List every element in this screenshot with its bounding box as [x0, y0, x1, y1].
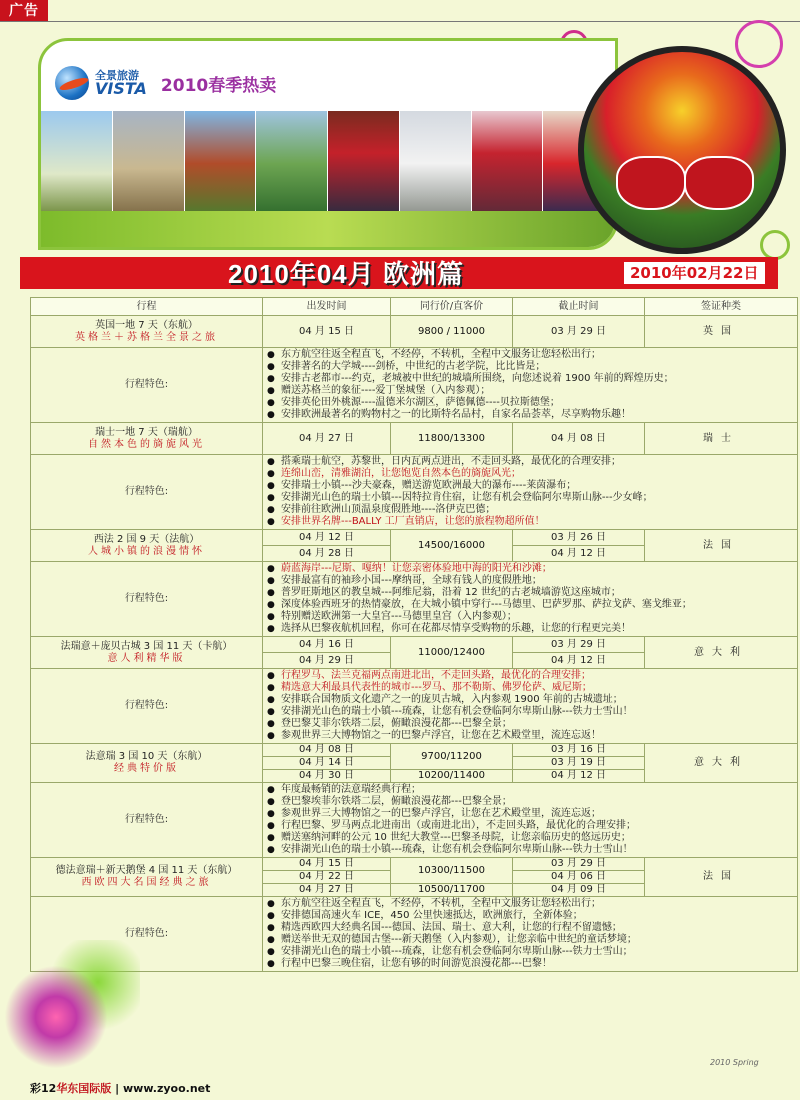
- statue-photo: [400, 111, 472, 216]
- feature-label: 行程特色:: [31, 562, 263, 637]
- feature-item: ● 参观世界三大博物馆之一的巴黎卢浮宫，让您在艺术殿堂里，流连忘返！: [267, 730, 793, 742]
- deadline-date: 04 月 12 日: [513, 770, 645, 783]
- logo-en-text: VISTA: [95, 78, 147, 98]
- visa-type: 意大利: [645, 637, 798, 669]
- price-cell: 10300/11500: [391, 858, 513, 884]
- departure-date: 04 月 27 日: [263, 884, 391, 897]
- royal-guard-photo: [328, 111, 400, 216]
- feature-label: 行程特色:: [31, 897, 263, 972]
- footer-site-link[interactable]: www.zyoo.net: [123, 1082, 211, 1095]
- feature-list-cell: [263, 783, 798, 858]
- tulip-clogs-photo: [578, 46, 786, 254]
- feature-item: ● 行程罗马、法兰克福两点南进北出，不走回头路，最优化的合理安排；: [267, 670, 793, 682]
- footer-brand: 华东国际版: [56, 1082, 112, 1095]
- price-cell: 10200/11400: [391, 770, 513, 783]
- deadline-date: 04 月 06 日: [513, 871, 645, 884]
- feature-item: ● 安排世界名牌---BALLY 工厂直销店，让您的旅程物超所值！: [267, 516, 793, 528]
- route-subtitle: 意人利精华版: [107, 652, 186, 664]
- brand-logo: [55, 53, 276, 113]
- feature-item: ● 安排湖光山色的瑞士小镇---因特拉肯住宿，让您有机会登临阿尔卑斯山脉---少女峰；: [267, 492, 793, 504]
- route-cell: [31, 637, 263, 669]
- feature-item: ● 安排联合国物质文化遗产之一的庞贝古城，入内参观 1900 年前的古城遗址；: [267, 694, 793, 706]
- feature-item: ● 安排湖光山色的瑞士小镇---琉森，让您有机会登临阿尔卑斯山脉---铁力士雪山！: [267, 844, 793, 856]
- feature-item: ● 蔚蓝海岸---尼斯、嘎纳！让您亲密体验地中海的阳光和沙滩；: [267, 563, 793, 575]
- route-name: 英国一地 7 天（东航）: [95, 319, 198, 331]
- departure-date: 04 月 15 日: [263, 858, 391, 871]
- feature-item: ● 登巴黎艾菲尔铁塔二层，俯瞰浪漫花都---巴黎全景；: [267, 718, 793, 730]
- price-cell: 10500/11700: [391, 884, 513, 897]
- deadline-date: 03 月 29 日: [513, 637, 645, 653]
- table-row: [31, 858, 798, 871]
- departure-date: 04 月 08 日: [263, 744, 391, 757]
- decorative-ring: [760, 230, 790, 260]
- feature-item: ● 行程巴黎、罗马两点北进南出（或南进北出），不走回头路，最优化的合理安排；: [267, 820, 793, 832]
- feature-label: 行程特色:: [31, 783, 263, 858]
- feature-item: ● 行程中巴黎三晚住宿，让您有够的时间游览浪漫花都---巴黎！: [267, 958, 793, 970]
- alpine-lake-photo: [256, 111, 328, 216]
- tulip-field-photo: [472, 111, 544, 216]
- price-cell: 9800 / 11000: [391, 316, 513, 348]
- departure-date: 04 月 16 日: [263, 637, 391, 653]
- feature-list-cell: [263, 669, 798, 744]
- feature-item: ● 深度体验西班牙的热情豪放，在大城小镇中穿行---马德里、巴萨罗那、萨拉戈萨、塞戈维亚；: [267, 599, 793, 611]
- feature-item: ● 安排最富有的袖珍小国---摩纳哥，全球有钱人的度假胜地；: [267, 575, 793, 587]
- page-title: 2010年04月 欧洲篇: [228, 259, 464, 289]
- page-footer: 彩12华东国际版 | www.zyoo.net: [30, 1082, 211, 1095]
- visa-type: 英国: [645, 316, 798, 348]
- route-subtitle: 英格兰＋苏格兰全景之旅: [75, 331, 218, 343]
- feature-item: ● 精选西欧四大经典名国---德国、法国、瑞士、意大利，让您的行程不留遗憾；: [267, 922, 793, 934]
- route-cell: [31, 744, 263, 783]
- route-cell: [31, 858, 263, 897]
- feature-row: [31, 348, 798, 423]
- departure-date: 04 月 27 日: [263, 423, 391, 455]
- visa-type: 法国: [645, 530, 798, 562]
- logo-cn-text: 全景旅游: [95, 68, 139, 82]
- route-subtitle: 自然本色的旖旎风光: [88, 438, 205, 450]
- feature-item: ● 安排前往欧洲山顶温泉度假胜地----洛伊克巴德；: [267, 504, 793, 516]
- departure-date: 04 月 28 日: [263, 546, 391, 562]
- clog-image: [616, 156, 686, 210]
- deadline-date: 04 月 12 日: [513, 653, 645, 669]
- departure-date: 04 月 29 日: [263, 653, 391, 669]
- feature-item: ● 安排湖光山色的瑞士小镇---琉森，让您有机会登临阿尔卑斯山脉---铁力士雪山！: [267, 706, 793, 718]
- feature-row: [31, 669, 798, 744]
- itinerary-table: [30, 297, 798, 972]
- departure-date: 04 月 22 日: [263, 871, 391, 884]
- feature-list-cell: [263, 348, 798, 423]
- header-route: 行程: [31, 298, 263, 316]
- table-row: [31, 423, 798, 455]
- feature-item: ● 赠送苏格兰的象征----爱丁堡城堡（入内参观）；: [267, 385, 793, 397]
- price-cell: 11000/12400: [391, 637, 513, 669]
- price-cell: 9700/11200: [391, 744, 513, 770]
- deadline-date: 04 月 08 日: [513, 423, 645, 455]
- deadline-date: 03 月 16 日: [513, 744, 645, 757]
- top-divider: [0, 21, 800, 22]
- feature-row: [31, 783, 798, 858]
- spring-mark: 2010 Spring: [710, 1058, 759, 1067]
- route-name: 法意瑞 3 国 10 天（东航）: [85, 751, 208, 762]
- header-visa: 签证种类: [645, 298, 798, 316]
- table-header-row: [31, 298, 798, 316]
- feature-item: ● 年度最畅销的法意瑞经典行程；: [267, 784, 793, 796]
- feature-list: [267, 456, 793, 528]
- feature-item: ● 连绵山峦，清雅湖泊，让您饱览自然本色的旖旎风光；: [267, 468, 793, 480]
- footer-prefix: 彩12: [30, 1082, 57, 1095]
- table-row: [31, 744, 798, 757]
- ad-tag: 广告: [0, 0, 48, 22]
- arc-de-triomphe-photo: [113, 111, 185, 216]
- table-row: [31, 316, 798, 348]
- feature-item: ● 普罗旺斯地区的教皇城---阿维尼翁，沿着 12 世纪的古老城墙游览这座城市；: [267, 587, 793, 599]
- deadline-date: 03 月 29 日: [513, 858, 645, 871]
- feature-list: [267, 784, 793, 856]
- price-cell: 11800/13300: [391, 423, 513, 455]
- deadline-date: 03 月 29 日: [513, 316, 645, 348]
- header-departure: 出发时间: [263, 298, 391, 316]
- feature-item: ● 赠送举世无双的德国古堡---新天鹅堡（入内参观），让您亲临中世纪的童话梦境；: [267, 934, 793, 946]
- feature-item: ● 东方航空往返全程直飞，不经停，不转机，全程中文服务让您轻松出行；: [267, 349, 793, 361]
- deadline-date: 03 月 26 日: [513, 530, 645, 546]
- feature-item: ● 安排著名的大学城----剑桥，中世纪的古老学院，比比皆是；: [267, 361, 793, 373]
- feature-item: ● 赠送塞纳河畔的公元 10 世纪大教堂---巴黎圣母院，让您亲临历史的悠远历史；: [267, 832, 793, 844]
- leaf-decoration: [41, 211, 615, 247]
- feature-item: ● 东方航空往返全程直飞，不经停，不转机，全程中文服务让您轻松出行；: [267, 898, 793, 910]
- feature-item: ● 选择从巴黎夜航机回程，你可在花都尽情享受购物的乐趣，让您的行程更完美！: [267, 623, 793, 635]
- feature-item: ● 安排英伦田外桃源----温德米尔湖区，萨德佩德----贝拉斯德堡；: [267, 397, 793, 409]
- deadline-date: 04 月 12 日: [513, 546, 645, 562]
- route-name: 西法 2 国 9 天（法航）: [93, 533, 200, 545]
- route-cell: [31, 316, 263, 348]
- route-name: 德法意瑞＋新天鹅堡 4 国 11 天（东航）: [55, 865, 238, 876]
- route-subtitle: 经典特价版: [114, 763, 179, 774]
- route-subtitle: 西欧四大名国经典之旅: [81, 877, 212, 888]
- header-price: 同行价/直客价: [391, 298, 513, 316]
- feature-list: [267, 670, 793, 742]
- feature-item: ● 参观世界三大博物馆之一的巴黎卢浮宫，让您在艺术殿堂里，流连忘返；: [267, 808, 793, 820]
- feature-item: ● 安排欧洲最著名的购物村之一的比斯特名品村，自家名品荟萃，尽享购物乐趣！: [267, 409, 793, 421]
- photo-strip: [41, 111, 615, 216]
- route-subtitle: 人城小镇的浪漫情怀: [88, 545, 205, 557]
- feature-list-cell: [263, 455, 798, 530]
- visa-type: 瑞士: [645, 423, 798, 455]
- feature-item: ● 安排德国高速火车 ICE，450 公里快速抵达，欧洲旅行，全新体验；: [267, 910, 793, 922]
- feature-list: [267, 563, 793, 635]
- departure-date: 04 月 14 日: [263, 757, 391, 770]
- feature-item: ● 登巴黎埃菲尔铁塔二层，俯瞰浪漫花都---巴黎全景；: [267, 796, 793, 808]
- feature-item: ● 安排湖光山色的瑞士小镇---琉森，让您有机会登临阿尔卑斯山脉---铁力士雪山；: [267, 946, 793, 958]
- banner-slogan: 2010春季热卖: [160, 75, 277, 96]
- table-row: [31, 637, 798, 653]
- departure-date: 04 月 15 日: [263, 316, 391, 348]
- departure-date: 04 月 12 日: [263, 530, 391, 546]
- route-cell: [31, 423, 263, 455]
- feature-item: ● 精选意大利最具代表性的城市---罗马、那不勒斯、佛罗伦萨、威尼斯；: [267, 682, 793, 694]
- deadline-date: 04 月 09 日: [513, 884, 645, 897]
- feature-label: 行程特色:: [31, 348, 263, 423]
- route-name: 瑞士一地 7 天（瑞航）: [95, 426, 198, 438]
- header-deadline: 截止时间: [513, 298, 645, 316]
- feature-list-cell: [263, 562, 798, 637]
- deadline-date: 03 月 19 日: [513, 757, 645, 770]
- feature-item: ● 搭乘瑞士航空，苏黎世，日内瓦两点进出，不走回头路，最优化的合理安排；: [267, 456, 793, 468]
- table-row: [31, 530, 798, 546]
- feature-list: [267, 898, 793, 970]
- flower-decoration: [0, 940, 140, 1080]
- promo-banner: [38, 38, 618, 250]
- feature-label: 行程特色:: [31, 669, 263, 744]
- visa-type: 法国: [645, 858, 798, 897]
- feature-row: [31, 897, 798, 972]
- feature-row: [31, 562, 798, 637]
- route-cell: [31, 530, 263, 562]
- feature-list: [267, 349, 793, 421]
- feature-list-cell: [263, 897, 798, 972]
- route-name: 法瑞意＋庞贝古城 3 国 11 天（卡航）: [60, 640, 233, 652]
- train-landscape-photo: [185, 111, 257, 216]
- feature-item: ● 安排瑞士小镇---沙夫豪森，赠送游览欧洲最大的瀑布----莱茵瀑布；: [267, 480, 793, 492]
- visa-type: 意大利: [645, 744, 798, 783]
- feature-item: ● 安排古老都市---约克，老城被中世纪的城墙所围绕，向您述说着 1900 年前的辉煌历史；: [267, 373, 793, 385]
- feature-row: [31, 455, 798, 530]
- issue-date: 2010年02月22日: [624, 262, 765, 284]
- feature-item: ● 特别赠送欧洲第一大皇宫---马德里皇宫（入内参观）；: [267, 611, 793, 623]
- price-cell: 14500/16000: [391, 530, 513, 562]
- departure-date: 04 月 30 日: [263, 770, 391, 783]
- clog-image: [684, 156, 754, 210]
- feature-label: 行程特色:: [31, 455, 263, 530]
- decorative-ring: [735, 20, 783, 68]
- globe-logo-icon: [55, 66, 89, 100]
- pisa-tower-photo: [41, 111, 113, 216]
